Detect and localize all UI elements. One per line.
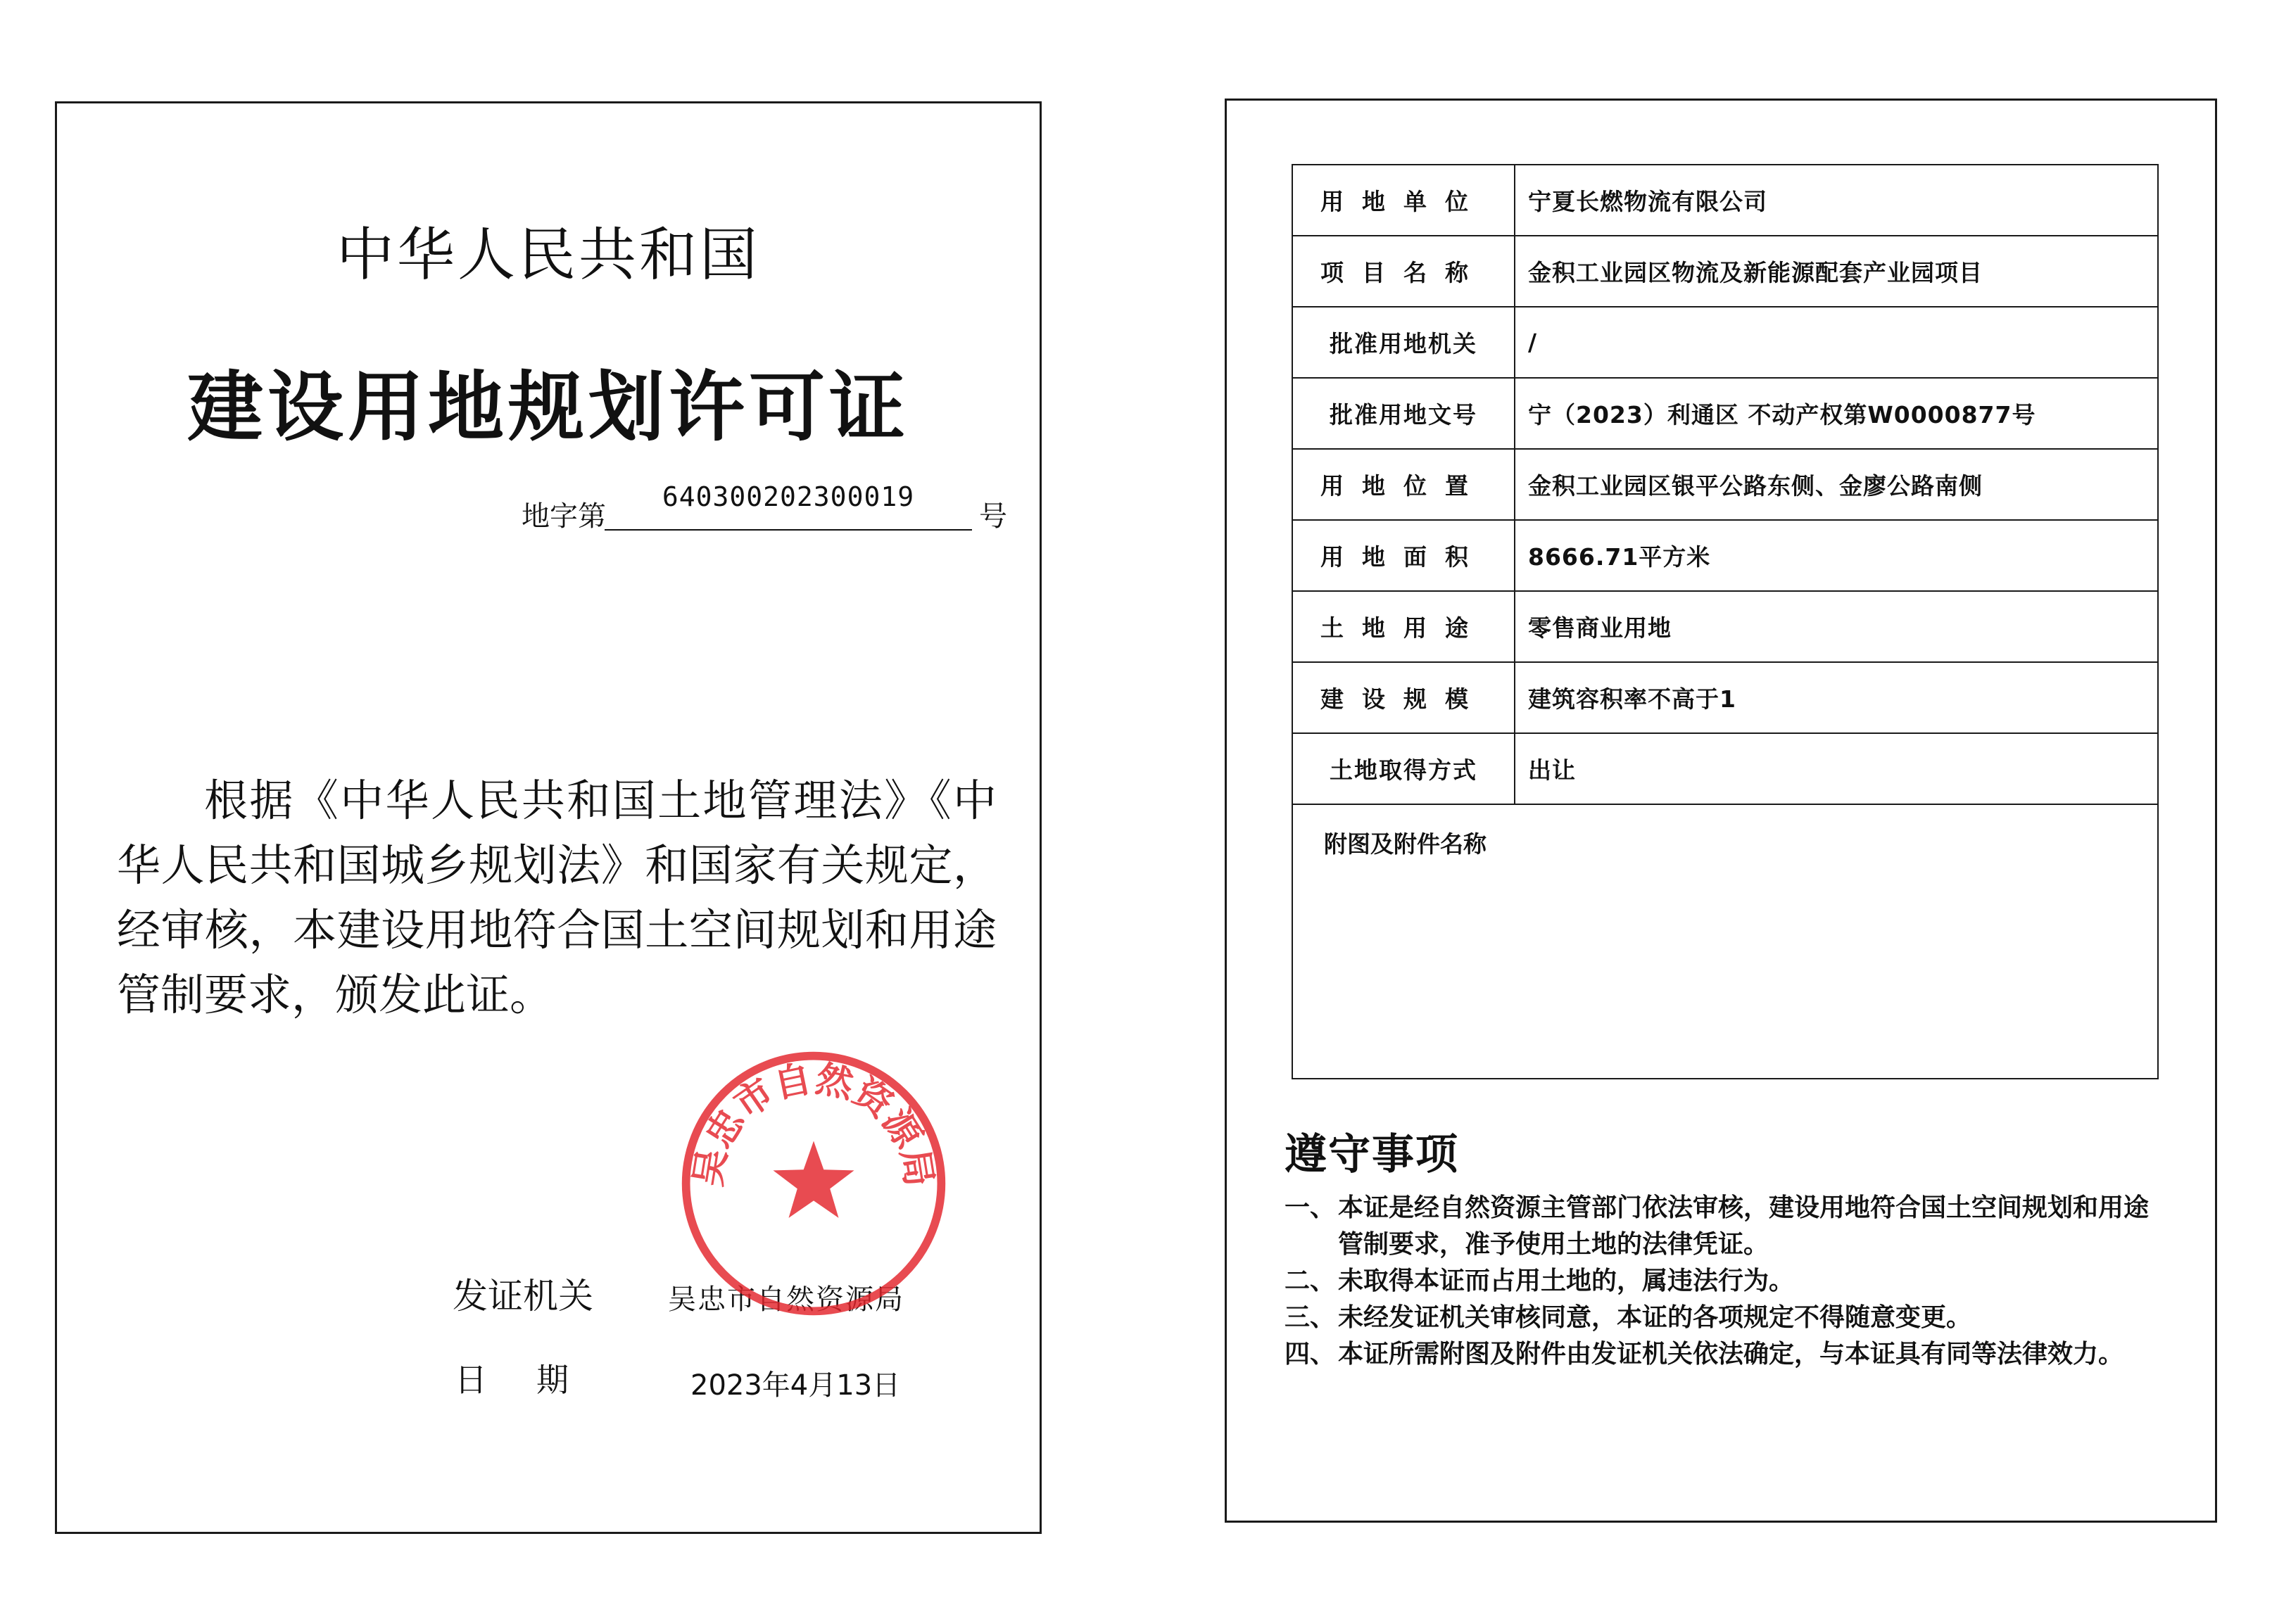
issuer-label: 发证机关: [453, 1276, 593, 1317]
note-text: 未取得本证而占用土地的，属违法行为。: [1338, 1267, 1795, 1295]
row-label: 土地取得方式: [1292, 733, 1515, 804]
note-text: 未经发证机关审核同意，本证的各项规定不得随意变更。: [1338, 1303, 1972, 1332]
certificate-title: 建设用地规划许可证: [187, 364, 909, 452]
row-value: 零售商业用地: [1515, 591, 2158, 662]
land-info-table: [1292, 164, 2159, 1079]
seal-text: 吴忠市自然资源局: [686, 1057, 941, 1190]
row-value: 金积工业园区银平公路东侧、金廖公路南侧: [1515, 449, 2158, 520]
table-row: [1292, 165, 2158, 236]
row-value: 出让: [1515, 733, 2158, 804]
number-underline: [605, 529, 972, 531]
note-index: 四、: [1285, 1340, 1336, 1369]
note-text: 本证是经自然资源主管部门依法审核，建设用地符合国土空间规划和用途管制要求，准予使用土地的法律凭证。: [1338, 1193, 2150, 1259]
star-icon: [773, 1141, 854, 1218]
issuer-value: 吴忠市自然资源局: [668, 1283, 904, 1316]
note-text: 本证所需附图及附件由发证机关依法确定，与本证具有同等法律效力。: [1338, 1340, 2124, 1369]
notes-title: 遵守事项: [1285, 1130, 1459, 1179]
certificate-body: 根据《中华人民共和国土地管理法》《中华人民共和国城乡规划法》和国家有关规定，经审核，本建设用地符合国土空间规划和用途管制要求，颁发此证。: [117, 775, 997, 1020]
table-row: [1292, 449, 2158, 520]
note-index: 二、: [1285, 1267, 1336, 1295]
table-row: [1292, 236, 2158, 307]
list-item: [1285, 1263, 2164, 1300]
row-value: 金积工业园区物流及新能源配套产业园项目: [1515, 236, 2158, 307]
table-row: [1292, 733, 2158, 804]
row-label: 用地单位: [1292, 165, 1515, 236]
attachments-row: [1292, 804, 2158, 1079]
notes-list: [1285, 1190, 2164, 1373]
country-name: 中华人民共和国: [336, 222, 760, 288]
row-value: 宁（2023）利通区 不动产权第W0000877号: [1515, 378, 2158, 449]
issue-date: 2023年4月13日: [690, 1369, 901, 1402]
table-row: [1292, 307, 2158, 378]
certificate-number: 640300202300019: [662, 481, 915, 512]
list-item: [1285, 1336, 2164, 1373]
row-label: 用地面积: [1292, 520, 1515, 591]
row-value: /: [1515, 307, 2158, 378]
row-value: 建筑容积率不高于1: [1515, 662, 2158, 733]
row-label: 建设规模: [1292, 662, 1515, 733]
attachments-label: 附图及附件名称: [1292, 804, 2158, 1079]
list-item: [1285, 1300, 2164, 1336]
row-label: 批准用地机关: [1292, 307, 1515, 378]
row-value: 宁夏长燃物流有限公司: [1515, 165, 2158, 236]
number-prefix: 地字第: [522, 500, 606, 533]
official-seal: [676, 1046, 951, 1321]
left-page: [55, 101, 1042, 1534]
row-label: 用地位置: [1292, 449, 1515, 520]
row-label: 项目名称: [1292, 236, 1515, 307]
number-suffix: 号: [979, 500, 1007, 533]
row-label: 批准用地文号: [1292, 378, 1515, 449]
row-value: 8666.71平方米: [1515, 520, 2158, 591]
note-index: 三、: [1285, 1303, 1336, 1332]
right-page: [1225, 99, 2217, 1523]
table-row: [1292, 591, 2158, 662]
table-row: [1292, 378, 2158, 449]
list-item: [1285, 1190, 2164, 1263]
table-row: [1292, 662, 2158, 733]
table-row: [1292, 520, 2158, 591]
row-label: 土地用途: [1292, 591, 1515, 662]
note-index: 一、: [1285, 1193, 1336, 1222]
date-label: 日期: [455, 1361, 618, 1399]
certificate-number-line: [522, 473, 1014, 533]
